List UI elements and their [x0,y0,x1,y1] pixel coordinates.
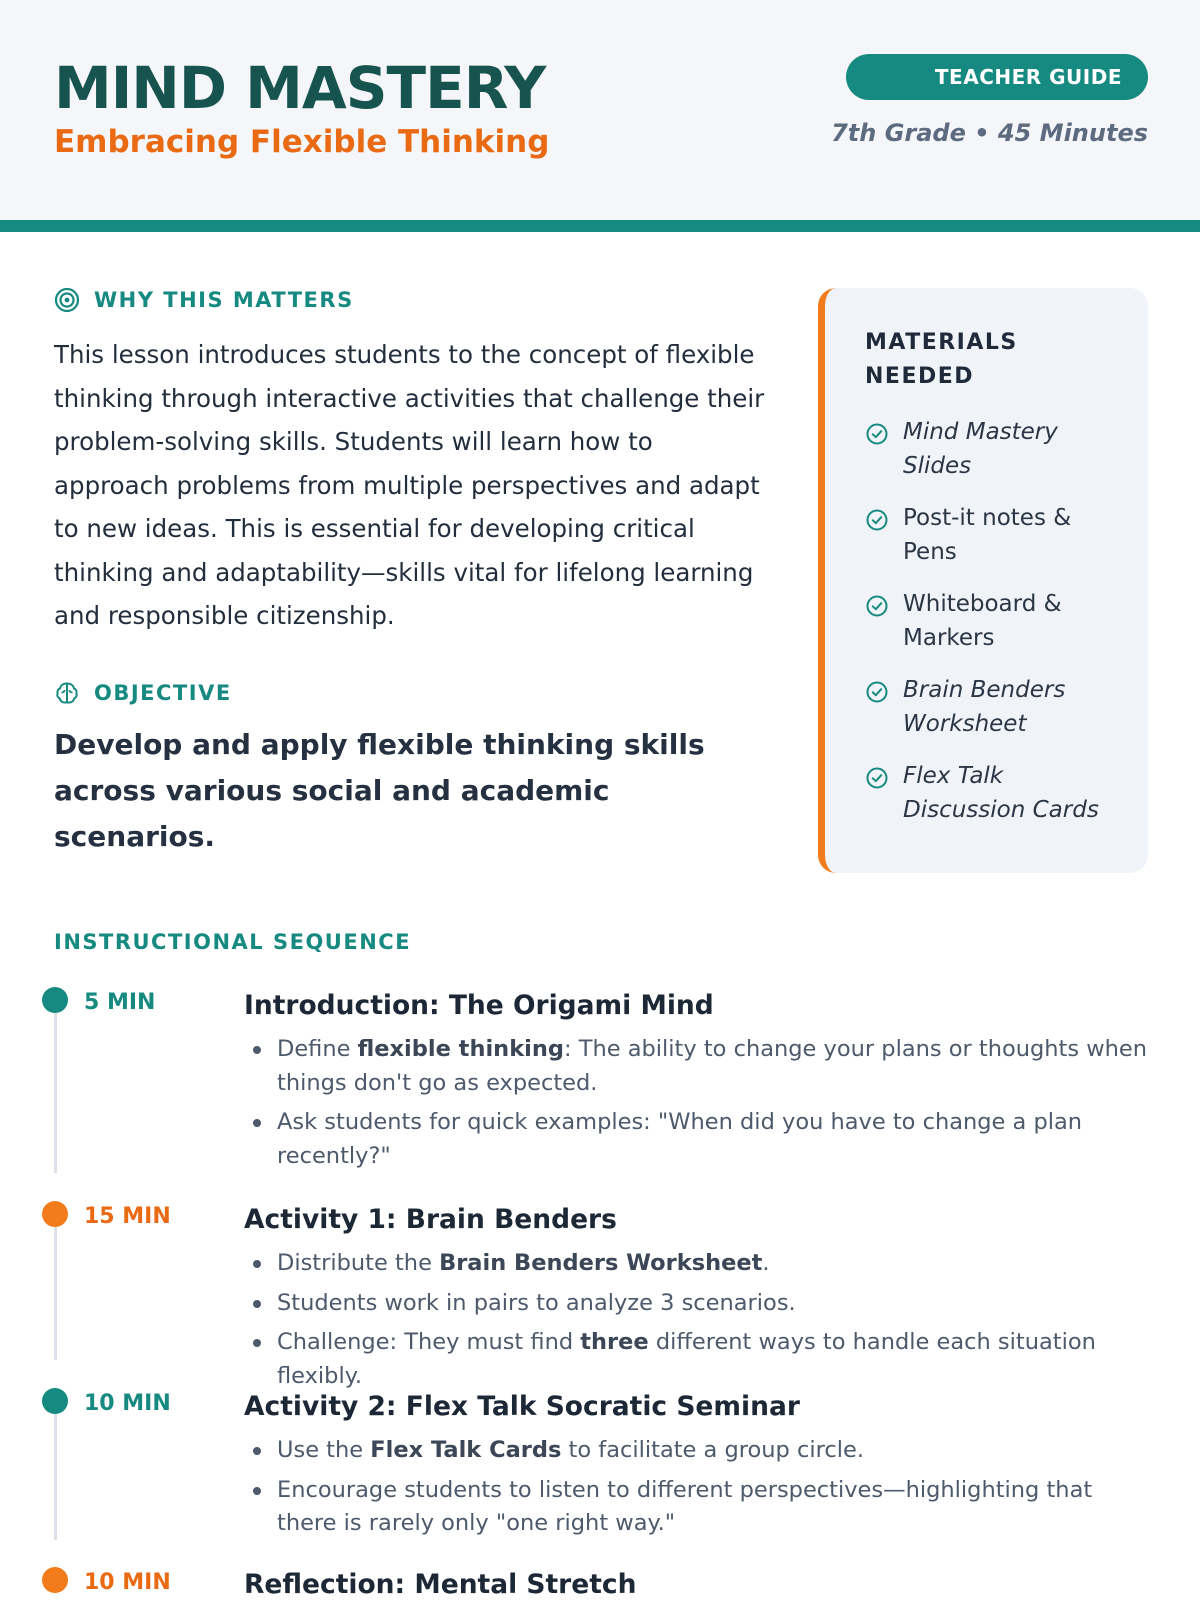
instructional-sequence-label: INSTRUCTIONAL SEQUENCE [54,930,412,954]
material-label: Post-it notes & Pens [903,505,1072,565]
material-item [865,760,1120,827]
step-title: Reflection: Mental Stretch [244,1569,637,1600]
step-bullets [244,1434,1154,1547]
step-bullet: Encourage students to listen to different perspectives—highlighting that there is rarely only "one right way." [277,1474,1154,1541]
material-label: Flex Talk Discussion Cards [903,763,1099,823]
check-circle-icon [865,766,889,790]
why-this-matters-heading [54,287,354,313]
step-bullet: Define flexible thinking: The ability to change your plans or thoughts when things don't go as expected. [277,1033,1154,1100]
material-item [865,588,1120,655]
grade-duration: 7th Grade • 45 Minutes [831,119,1148,147]
material-label: Whiteboard & Markers [903,591,1062,651]
material-label: Mind Mastery Slides [903,419,1058,479]
timeline-dot [42,1201,68,1227]
timeline-dot [42,1388,68,1414]
step-bullet: Students work in pairs to analyze 3 scenarios. [277,1287,1154,1321]
material-label: Brain Benders Worksheet [903,677,1066,737]
objective-text: Develop and apply flexible thinking skills across various social and academic scenarios. [54,728,705,853]
materials-heading: MATERIALS NEEDED [865,330,1018,389]
material-item [865,416,1120,483]
timeline-line [54,1408,57,1540]
brain-icon [54,680,80,706]
teacher-guide-badge: TEACHER GUIDE [846,54,1148,100]
step-title: Activity 1: Brain Benders [244,1204,617,1235]
step-duration: 15 MIN [84,1204,171,1229]
material-item [865,502,1120,569]
header [0,0,1200,232]
step-bullets [244,1033,1154,1179]
step-title: Activity 2: Flex Talk Socratic Seminar [244,1391,800,1422]
page-subtitle: Embracing Flexible Thinking [54,124,550,160]
why-this-matters-text: This lesson introduces students to the concept of flexible thinking through interactive activities that challenge their problem-solving skills. Students will learn how to approach problems from multiple perspectives and adapt to new ideas. This is essential for developing critical thinking and adaptability—skills vital for lifelong learning and responsible citizenship. [54,340,765,630]
page-title: MIND MASTERY [54,54,546,122]
step-bullets [244,1247,1154,1399]
step-duration: 10 MIN [84,1570,171,1595]
timeline-line [54,1008,57,1173]
step-bullet: Challenge: They must find three different ways to handle each situation flexibly. [277,1326,1154,1393]
timeline-line [54,1222,57,1360]
materials-panel [818,288,1148,873]
step-bullet: Distribute the Brain Benders Worksheet. [277,1247,1154,1281]
check-circle-icon [865,422,889,446]
target-icon [54,287,80,313]
check-circle-icon [865,594,889,618]
step-bullet: Ask students for quick examples: "When did you have to change a plan recently?" [277,1106,1154,1173]
objective-heading [54,680,232,706]
step-bullet: Use the Flex Talk Cards to facilitate a group circle. [277,1434,1154,1468]
objective-label: OBJECTIVE [94,681,232,705]
step-title: Introduction: The Origami Mind [244,990,714,1021]
timeline-dot [42,1567,68,1593]
step-duration: 10 MIN [84,1391,171,1416]
materials-list [865,416,1120,827]
timeline-dot [42,987,68,1013]
material-item [865,674,1120,741]
instructional-sequence-heading [54,930,411,954]
step-duration: 5 MIN [84,990,156,1015]
check-circle-icon [865,508,889,532]
why-this-matters-label: WHY THIS MATTERS [94,288,354,312]
check-circle-icon [865,680,889,704]
